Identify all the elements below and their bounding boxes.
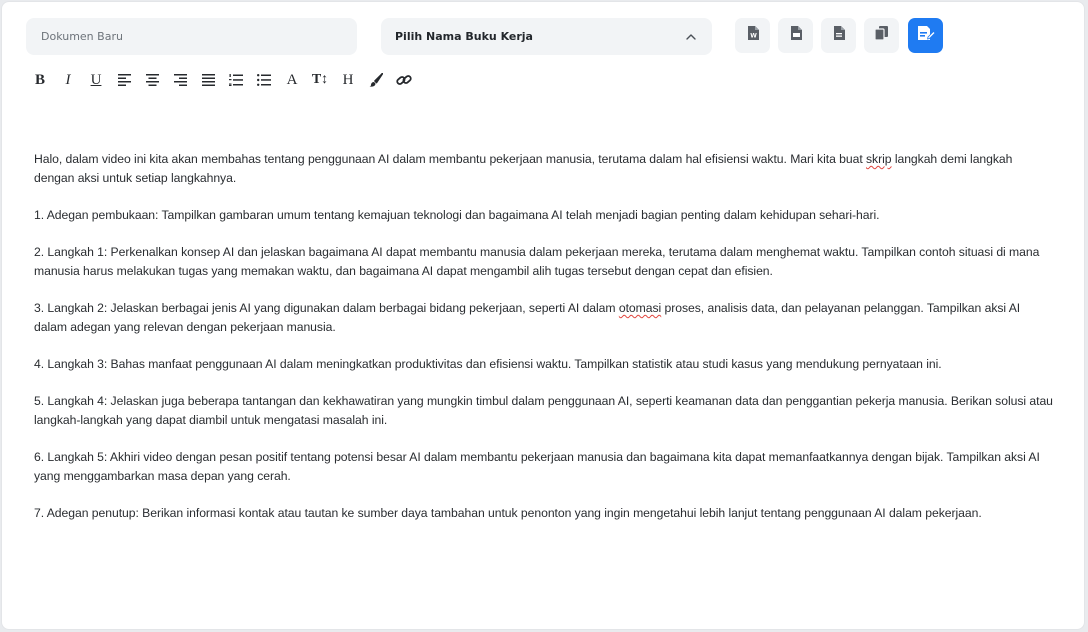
font-size-button[interactable]: T↕ [311, 72, 329, 87]
paint-format-button[interactable] [362, 68, 390, 92]
paragraph-intro: Halo, dalam video ini kita akan membahas tentang penggunaan AI dalam membantu pekerjaan manusia, terutama dalam hal efisiensi waktu. Mari kita buat skrip langkah demi langkah dengan aksi untuk setiap langkahnya. [34, 152, 1013, 185]
save-edit-icon [917, 25, 935, 46]
bullet-list-icon [257, 74, 271, 86]
align-right-button[interactable] [166, 68, 194, 92]
save-button[interactable] [908, 18, 943, 53]
bullet-list-button[interactable] [250, 68, 278, 92]
ordered-list-button[interactable] [222, 68, 250, 92]
formatting-toolbar [26, 68, 418, 92]
paragraph-step-closing: 7. Adegan penutup: Berikan informasi kontak atau tautan ke sumber daya tambahan untuk penonton yang ingin mengetahui lebih lanjut tentang penggunaan AI dalam pekerjaan. [34, 506, 982, 520]
italic-button[interactable]: I [65, 71, 71, 88]
paintbrush-icon [369, 73, 383, 87]
font-color-button[interactable]: A [286, 71, 298, 88]
link-icon [396, 73, 412, 87]
paragraph-step-2: 3. Langkah 2: Jelaskan berbagai jenis AI yang digunakan dalam berbagai bidang pekerjaan, seperti AI dalam otomasi proses, analisis data, dan pelayanan pelanggan. Tampilkan aksi AI dalam adegan yang relevan dengan pekerjaan manusia. [34, 301, 1021, 334]
document-editor[interactable] [34, 150, 1056, 541]
insert-link-button[interactable] [390, 68, 418, 92]
word-doc-icon [747, 26, 759, 45]
copy-icon [874, 26, 889, 45]
paragraph-step-3: 4. Langkah 3: Bahas manfaat penggunaan AI dalam meningkatkan produktivitas dan efisiensi waktu. Tampilkan statistik atau studi kasus yang mendukung pernyataan ini. [34, 357, 942, 371]
underline-button[interactable]: U [90, 71, 102, 88]
paragraph-step-opening: 1. Adegan pembukaan: Tampilkan gambaran umum tentang kemajuan teknologi dan bagaimana AI telah menjadi bagian penting dalam kehidupan sehari-hari. [34, 208, 880, 222]
paragraph-step-1: 2. Langkah 1: Perkenalkan konsep AI dan jelaskan bagaimana AI dapat membantu manusia dalam pekerjaan mereka, terutama dalam menghemat waktu. Tampilkan contoh situasi di mana manusia harus melakukan tugas yang memakan waktu, dan bagaimana AI dapat mengambil alih tugas tersebut dengan cepat dan efisien. [34, 245, 1040, 278]
bold-button[interactable]: B [34, 71, 45, 88]
align-left-button[interactable] [110, 68, 138, 92]
export-word-button[interactable] [735, 18, 770, 53]
pdf-doc-icon [790, 26, 802, 45]
paragraph-step-5: 6. Langkah 5: Akhiri video dengan pesan positif tentang potensi besar AI dalam membantu pekerjaan manusia dan bagaimana kita dapat memanfaatkannya dengan bijak. Tampilkan aksi AI yang menggambarkan masa depan yang cerah. [34, 450, 1040, 483]
document-name-input[interactable] [26, 18, 357, 55]
editor-card [1, 1, 1085, 630]
align-justify-icon [202, 74, 215, 86]
heading-button[interactable]: H [342, 71, 354, 88]
align-right-icon [174, 74, 187, 86]
paragraph-step-4: 5. Langkah 4: Jelaskan juga beberapa tantangan dan kekhawatiran yang mungkin timbul dalam penggunaan AI, seperti keamanan data dan penggantian pekerja manusia. Berikan solusi atau langkah-langkah yang dapat diambil untuk mengatasi masalah ini. [34, 394, 1053, 427]
align-center-button[interactable] [138, 68, 166, 92]
align-justify-button[interactable] [194, 68, 222, 92]
text-doc-icon [833, 26, 845, 45]
svg-text:W: W [749, 32, 757, 40]
export-text-button[interactable] [821, 18, 856, 53]
ordered-list-icon [229, 74, 243, 86]
spellcheck-word: otomasi [618, 301, 662, 315]
chevron-up-icon [684, 30, 698, 44]
export-pdf-button[interactable] [778, 18, 813, 53]
workbook-select-label: Pilih Nama Buku Kerja [395, 30, 533, 43]
copy-button[interactable] [864, 18, 899, 53]
align-left-icon [118, 74, 131, 86]
align-center-icon [146, 74, 159, 86]
workbook-select[interactable] [381, 18, 712, 55]
spellcheck-word: skrip [866, 152, 892, 166]
